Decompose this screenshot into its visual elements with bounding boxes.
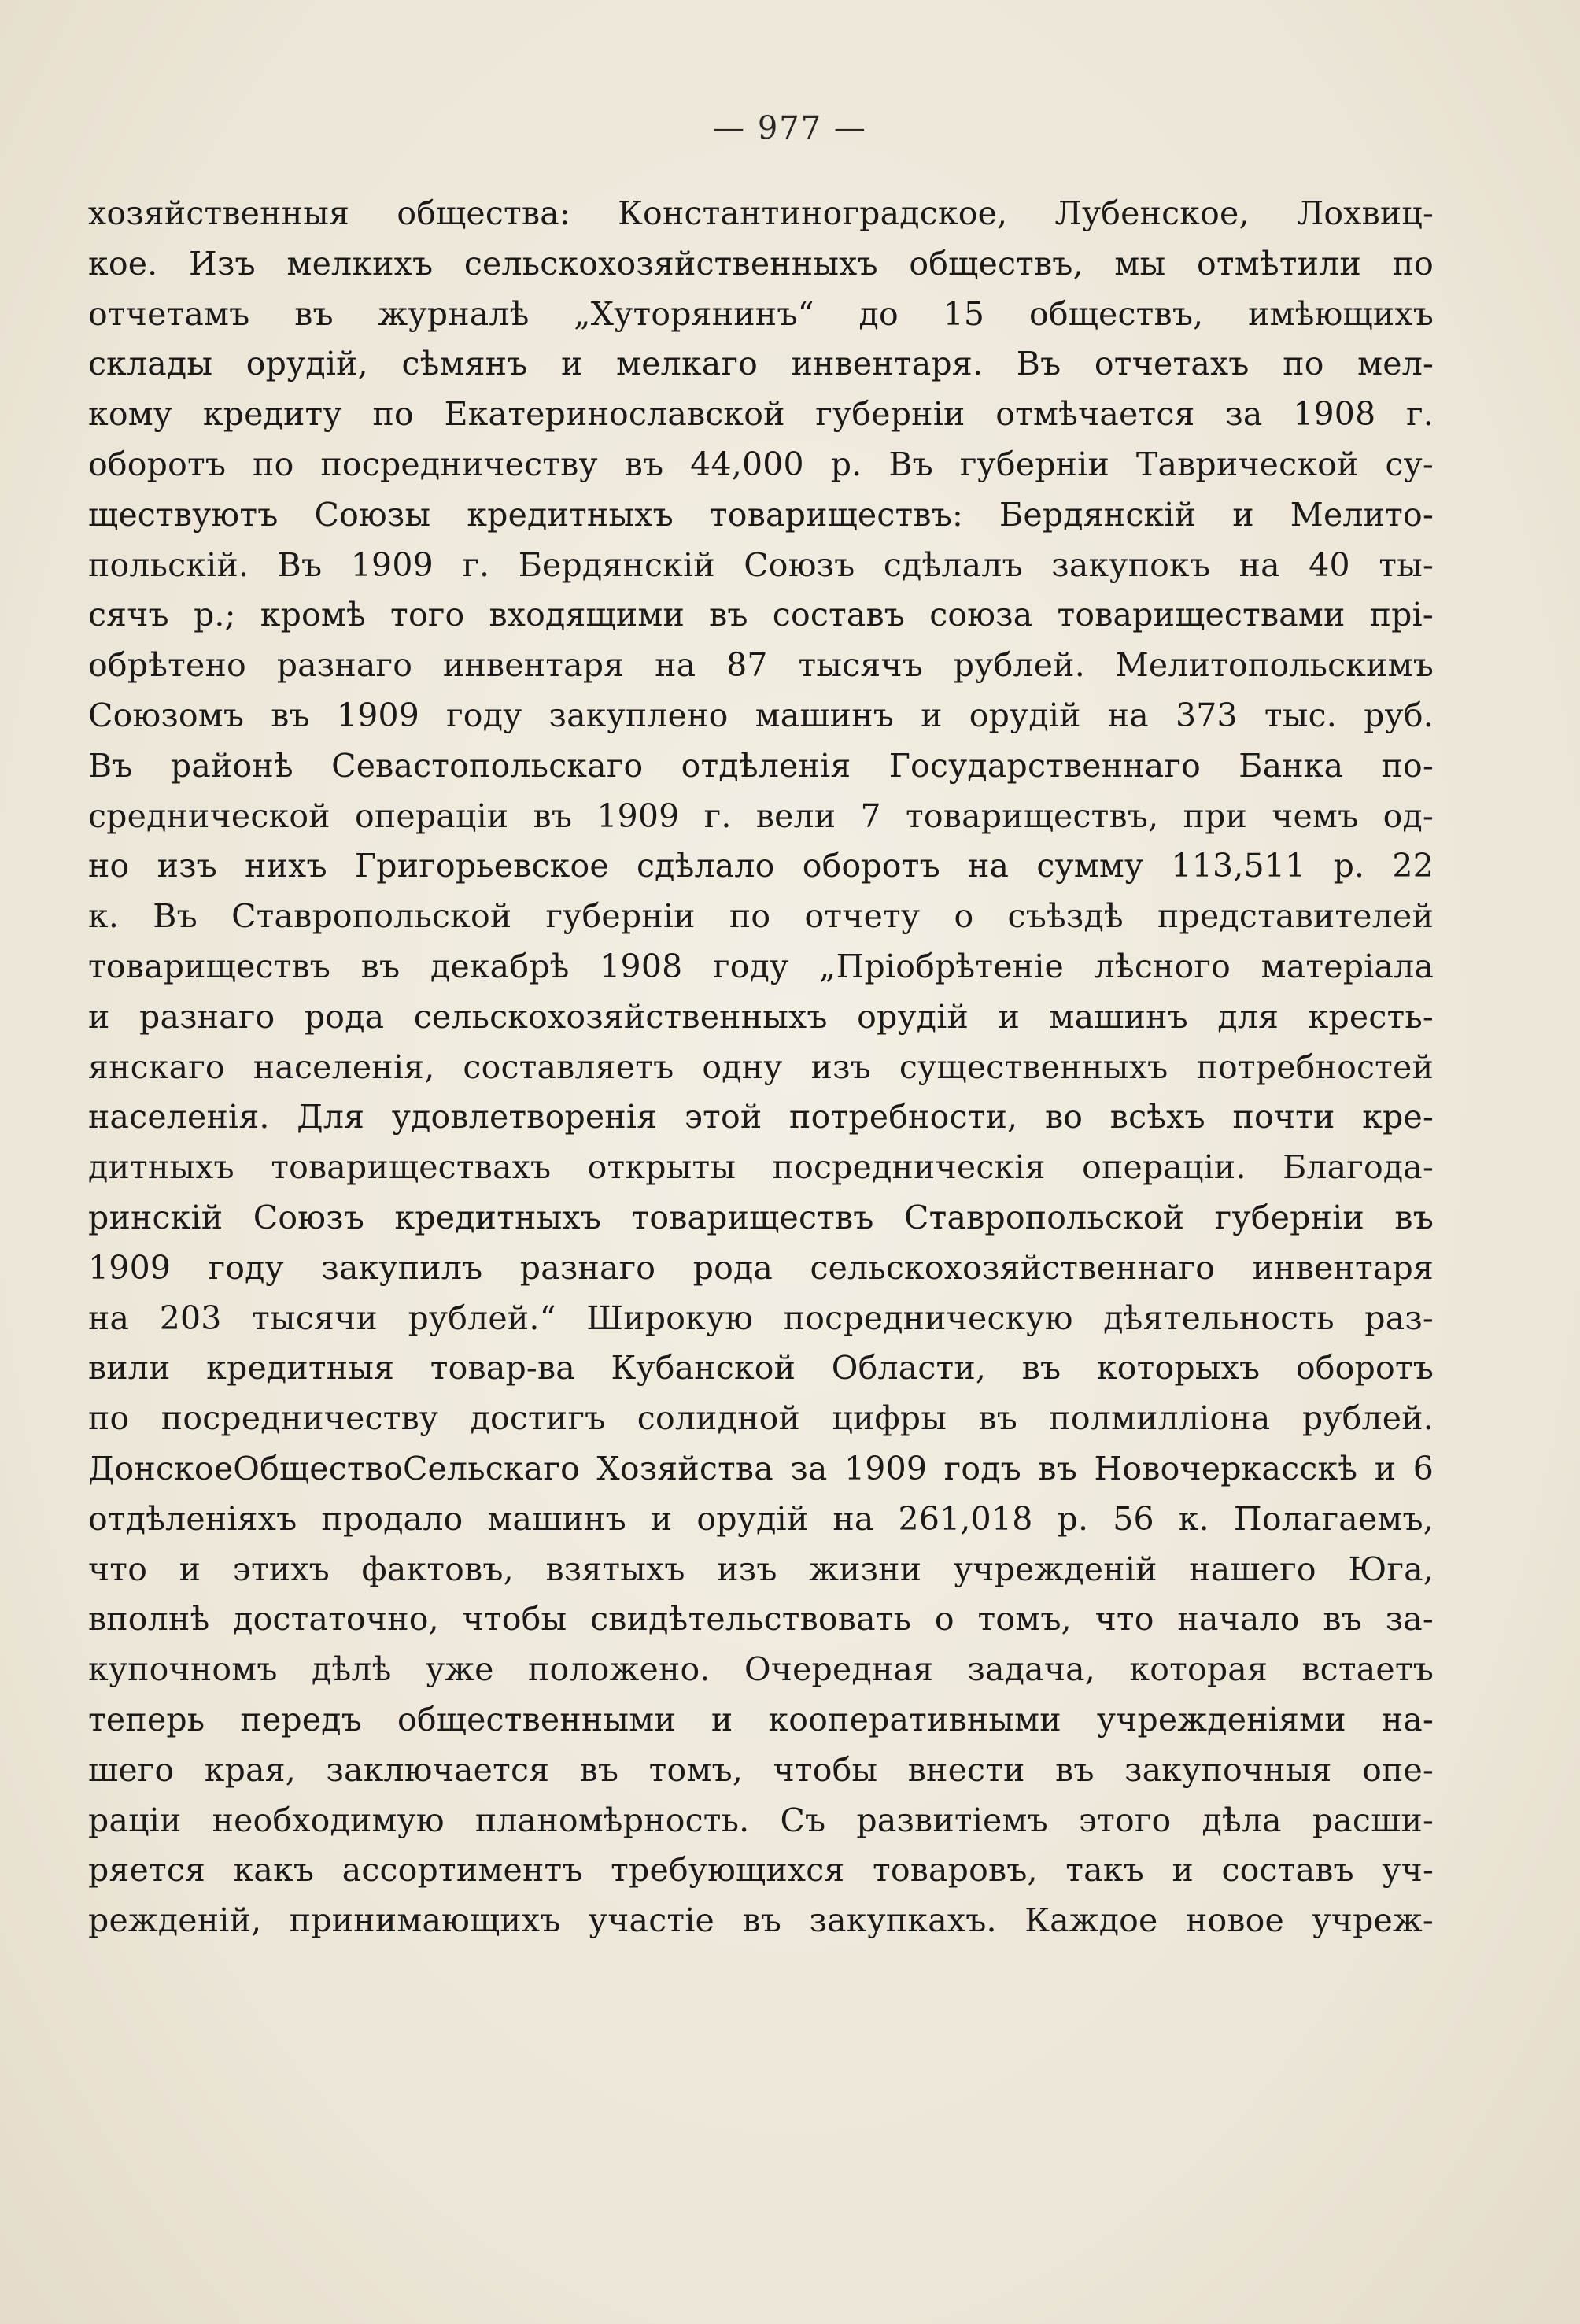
page-number: — 977 — <box>713 110 867 146</box>
body-text <box>88 189 1434 1946</box>
text-line: вили кредитныя товар-ва Кубанской Области, въ которыхъ оборотъ <box>88 1349 1434 1387</box>
text-line: Союзомъ въ 1909 году закуплено машинъ и орудій на 373 тыс. руб. <box>88 696 1434 734</box>
text-line: вполнѣ достаточно, чтобы свидѣтельствовать о томъ, что начало въ за- <box>88 1600 1434 1639</box>
text-line: ряется какъ ассортиментъ требующихся товаровъ, такъ и составъ уч- <box>88 1851 1434 1890</box>
text-line: и разнаго рода сельскохозяйственныхъ орудій и машинъ для кресть- <box>88 997 1434 1036</box>
text-line: 1909 году закупилъ разнаго рода сельскохозяйственнаго инвентаря <box>88 1248 1434 1287</box>
text-line: товариществъ въ декабрѣ 1908 году „Пріобрѣтеніе лѣсного матеріала <box>88 947 1434 985</box>
text-line: отчетамъ въ журналѣ „Хуторянинъ“ до 15 обществъ, имѣющихъ <box>88 294 1434 333</box>
text-line: польскій. Въ 1909 г. Бердянскій Союзъ сдѣлалъ закупокъ на 40 ты- <box>88 545 1434 584</box>
text-line: отдѣленіяхъ продало машинъ и орудій на 261,018 р. 56 к. Полагаемъ, <box>88 1499 1434 1538</box>
text-line: янскаго населенія, составляетъ одну изъ существенныхъ потребностей <box>88 1047 1434 1086</box>
text-line: к. Въ Ставропольской губерніи по отчету о съѣздѣ представителей <box>88 897 1434 936</box>
text-line: но изъ нихъ Григорьевское сдѣлало оборотъ на сумму 113,511 р. 22 <box>88 847 1434 885</box>
text-line: среднической операціи въ 1909 г. вели 7 товариществъ, при чемъ од- <box>88 796 1434 835</box>
text-line: кое. Изъ мелкихъ сельскохозяйственныхъ обществъ, мы отмѣтили по <box>88 244 1434 283</box>
text-line: дитныхъ товариществахъ открыты посредническія операціи. Благода- <box>88 1148 1434 1187</box>
text-line: теперь передъ общественными и кооперативными учрежденіями на- <box>88 1700 1434 1738</box>
text-line: склады орудій, сѣмянъ и мелкаго инвентаря. Въ отчетахъ по мел- <box>88 345 1434 383</box>
text-line: шего края, заключается въ томъ, чтобы внести въ закупочныя опе- <box>88 1750 1434 1789</box>
text-line: что и этихъ фактовъ, взятыхъ изъ жизни учрежденій нашего Юга, <box>88 1550 1434 1588</box>
text-line: по посредничеству достигъ солидной цифры въ полмилліона рублей. <box>88 1399 1434 1438</box>
text-line: раціи необходимую планомѣрность. Съ развитіемъ этого дѣла расши- <box>88 1801 1434 1839</box>
text-line: ДонскоеОбществоСельскаго Хозяйства за 1909 годъ въ Новочеркасскѣ и 6 <box>88 1449 1434 1487</box>
text-line: обрѣтено разнаго инвентаря на 87 тысячъ рублей. Мелитопольскимъ <box>88 646 1434 685</box>
text-line: Въ районѣ Севастопольскаго отдѣленія Государственнаго Банка по- <box>88 746 1434 785</box>
text-line: купочномъ дѣлѣ уже положено. Очередная задача, которая встаетъ <box>88 1650 1434 1689</box>
text-line: кому кредиту по Екатеринославской губерніи отмѣчается за 1908 г. <box>88 395 1434 434</box>
text-line: сячъ р.; кромѣ того входящими въ составъ союза товариществами прі- <box>88 596 1434 634</box>
text-line: населенія. Для удовлетворенія этой потребности, во всѣхъ почти кре- <box>88 1098 1434 1136</box>
text-line: оборотъ по посредничеству въ 44,000 р. Въ губерніи Таврической су- <box>88 445 1434 483</box>
text-line: хозяйственныя общества: Константиноградское, Лубенское, Лохвиц- <box>88 194 1434 232</box>
text-line: на 203 тысячи рублей.“ Широкую посредническую дѣятельность раз- <box>88 1299 1434 1337</box>
text-line: режденій, принимающихъ участіе въ закупкахъ. Каждое новое учреж- <box>88 1901 1434 1940</box>
text-line: ринскій Союзъ кредитныхъ товариществъ Ставропольской губерніи въ <box>88 1198 1434 1236</box>
text-line: ществуютъ Союзы кредитныхъ товариществъ: Бердянскій и Мелито- <box>88 495 1434 534</box>
